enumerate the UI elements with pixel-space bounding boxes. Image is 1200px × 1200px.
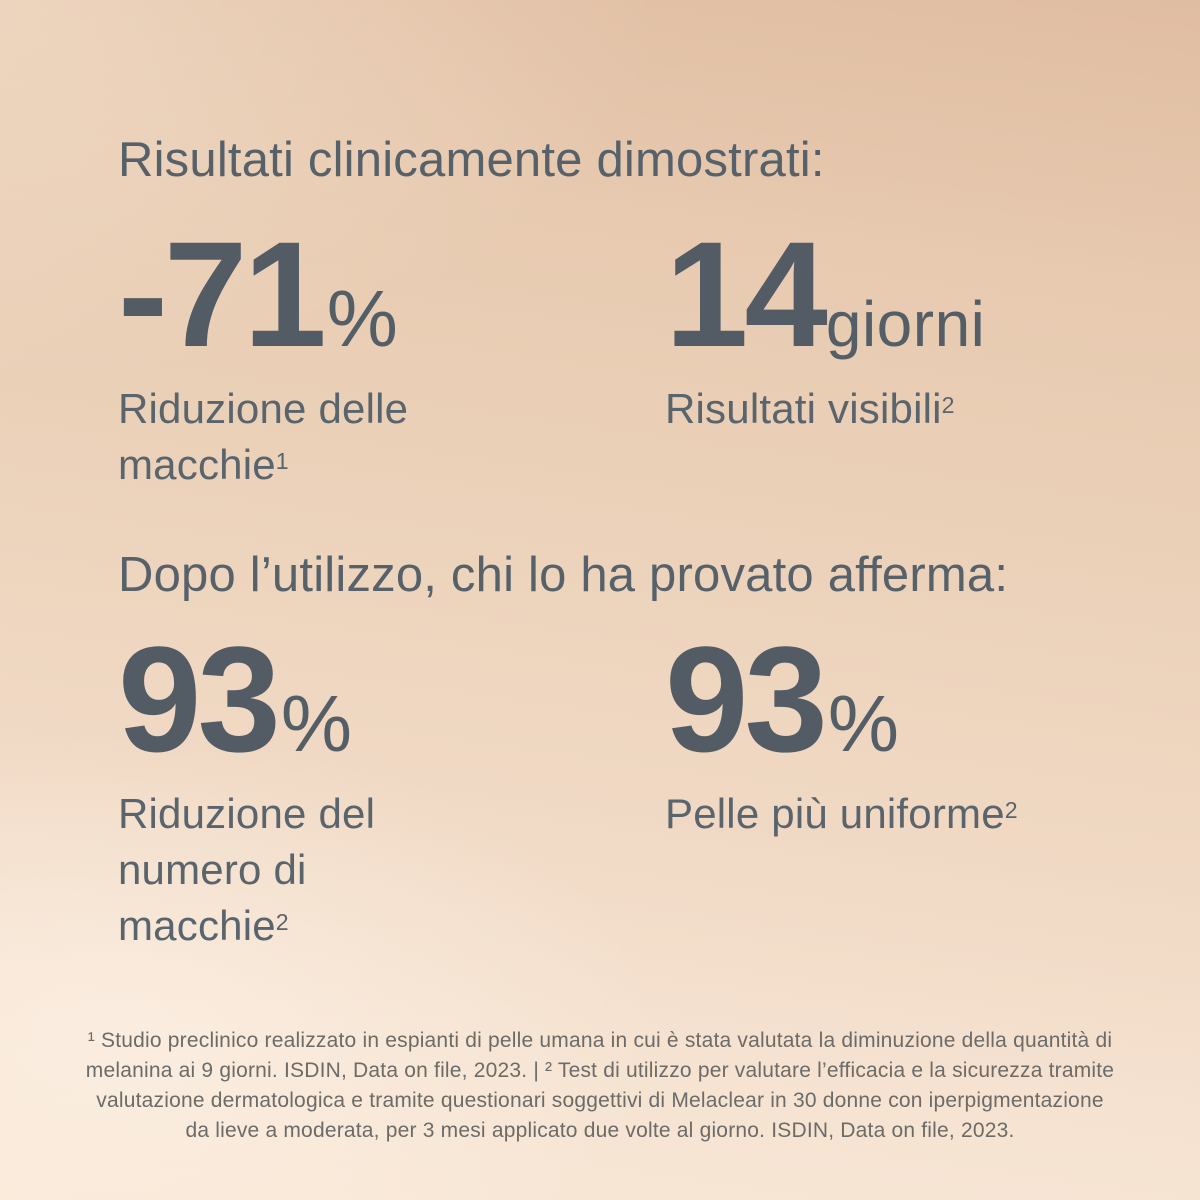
stat-unit-percent: % [827, 679, 899, 769]
footnote-line: da lieve a moderata, per 3 mesi applicato due volte al giorno. ISDIN, Data on file, 2023. [185, 1119, 1015, 1142]
stat-label-line: Riduzione delle [118, 385, 409, 433]
clinical-stats-row [118, 210, 1160, 493]
stat-number: 93 [665, 615, 824, 784]
stat-spot-count-reduction [118, 615, 665, 954]
footnote-ref-marker: 2 [275, 908, 289, 935]
stat-unit-percent: % [280, 679, 352, 769]
stat-label-line: numero di [118, 846, 307, 894]
stat-label [665, 381, 1160, 437]
testimonial-heading: Dopo l’utilizzo, chi lo ha provato afferma: [118, 547, 1009, 602]
stat-value [118, 210, 665, 379]
stat-even-skin [665, 615, 1160, 842]
stat-spot-reduction [118, 210, 665, 493]
footnote-ref-marker: 1 [275, 447, 289, 474]
stat-label-line: macchie [118, 901, 276, 949]
stat-label [118, 381, 665, 493]
stat-value [665, 210, 1160, 379]
stat-label-line: macchie [118, 441, 276, 489]
stat-value [118, 615, 665, 784]
footnote-ref-marker: 2 [941, 391, 955, 418]
footnotes-block [0, 1026, 1200, 1146]
stat-unit-days: giorni [825, 288, 986, 361]
stat-number: 93 [118, 615, 277, 784]
footnote-ref-marker: 2 [1004, 796, 1018, 823]
stat-label-line: Riduzione del [118, 790, 376, 838]
stat-number: -71 [118, 210, 323, 379]
stat-label [118, 786, 665, 954]
testimonial-stats-row [118, 615, 1160, 954]
stat-value [665, 615, 1160, 784]
stat-unit-percent: % [326, 274, 398, 364]
footnote-line: melanina ai 9 giorni. ISDIN, Data on file, 2023. | ² Test di utilizzo per valutare l’efficacia e la sicurezza tramite [85, 1059, 1115, 1082]
stat-label [665, 786, 1160, 842]
footnote-line: ¹ Studio preclinico realizzato in espianti di pelle umana in cui è stata valutata la diminuzione della quantità di [87, 1029, 1113, 1052]
footnote-line: valutazione dermatologica e tramite questionari soggettivi di Melaclear in 30 donne con iperpigmentazione [96, 1089, 1104, 1112]
stat-label-line: Pelle più uniforme [665, 790, 1005, 838]
stat-visible-results-days [665, 210, 1160, 437]
stat-label-line: Risultati visibili [665, 385, 942, 433]
clinical-results-heading: Risultati clinicamente dimostrati: [118, 133, 825, 187]
stat-number: 14 [665, 210, 824, 379]
